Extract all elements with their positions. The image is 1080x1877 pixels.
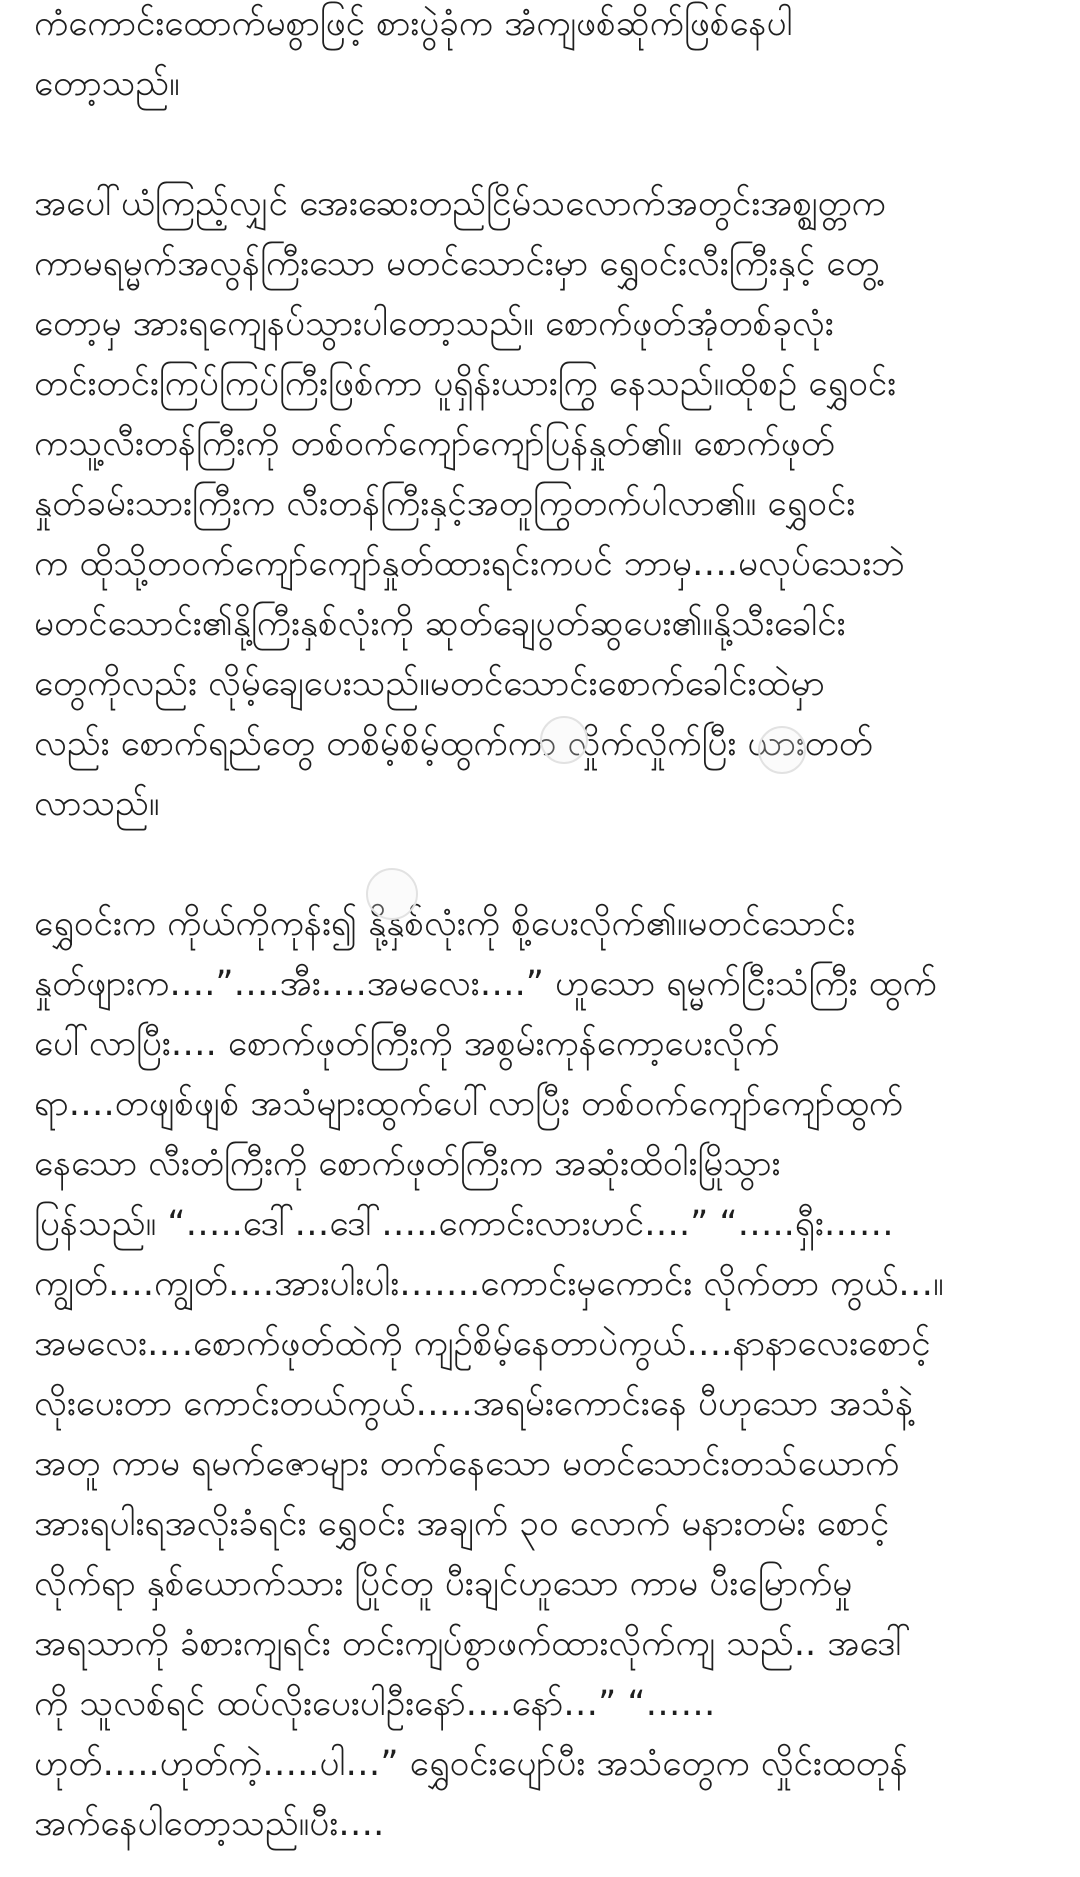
touch-indicator-3 <box>366 868 418 920</box>
paragraph-1: ကံကောင်းထောက်မစွာဖြင့် စားပွဲခုံက အံကျဖစ်ဆိုက်ဖြစ်နေပါ တော့သည်။ <box>34 4 793 104</box>
paragraph-3: ရွှေဝင်းက ကိုယ်ကိုကုန်း၍ နို့နှစ်လုံးကို စို့ပေးလိုက်၏။မတင်သောင်း နှုတ်ဖျားက….”….အီး….အမလေး….” ဟူသော ရမ္မက်ငြီးသံကြီး ထွက် ပေါ်လာပြီး…. စောက်ဖုတ်ကြီးကို အစွမ်းကုန်ကော့ပေးလိုက် ရာ….တဖျစ်ဖျစ် အသံများထွက်ပေါ်လာပြီး တစ်ဝက်ကျော်ကျော်ထွက် နေသော လီးတံကြီးကို စောက်ဖုတ်ကြီးက အဆုံးထိဝါးမြိုသွား ပြန်သည်။ “…..ဒေါ်…ဒေါ်…..ကောင်းလားဟင်….” “…..ရှီး…… ကျွတ်….ကျွတ်….အားပါးပါး…….ကောင်းမှကောင်း လိုက်တာ ကွယ်…။ အမလေး….စောက်ဖုတ်ထဲကို ကျဉ်စိမ့်နေတာပဲကွယ်….နာနာလေးစောင့် လိုးပေးတာ ကောင်းတယ်ကွယ်…..အရမ်းကောင်းနေ ပီဟုသော အသံနဲ့ အတူ ကာမ ရမက်ဇောများ တက်နေသော မတင်သောင်းတသ်ယောက် အားရပါးရအလိုးခံရင်း ရွှေဝင်း အချက် ၃၀ လောက် မနားတမ်း စောင့် လိုက်ရာ နှစ်ယောက်သား ပြိုင်တူ ပီးချင်ဟူသော ကာမ ပီးမြောက်မှု အရသာကို ခံစားကျရင်း တင်းကျပ်စွာဖက်ထားလိုက်ကျ သည်.. အဒေါ် ကို သူလစ်ရင် ထပ်လိုးပေးပါဦးနော်….နော်…” “…… ဟုတ်…..ဟုတ်ကဲ့…..ပါ…” ရွှေဝင်းပျော်ပီး အသံတွေက လှိုင်းထတုန် အက်နေပါတော့သည်။ပီး…. <box>34 904 944 1844</box>
article-body <box>34 0 1054 1854</box>
paragraph-2: အပေါ်ယံကြည့်လျှင် အေးဆေးတည်ငြိမ်သလောက်အတွင်းအစ္ဈတ္တက ကာမရမ္မက်အလွန်ကြီးသော မတင်သောင်းမှာ ရွှေဝင်းလီးကြီးနှင့် တွေ့ တော့မှ အားရကျေနပ်သွားပါတော့သည်။ စောက်ဖုတ်အုံတစ်ခုလုံး တင်းတင်းကြပ်ကြပ်ကြီးဖြစ်ကာ ပူရှိန်းယားကြွ နေသည်။ထိုစဉ် ရွှေဝင်း ကသူ့လီးတန်ကြီးကို တစ်ဝက်ကျော်ကျော်ပြန်နှုတ်၏။ စောက်ဖုတ် နှုတ်ခမ်းသားကြီးက လီးတန်ကြီးနှင့်အတူကြွတက်ပါလာ၏။ ရွှေဝင်း က ထိုသို့တဝက်ကျော်ကျော်နှုတ်ထားရင်းကပင် ဘာမှ….မလုပ်သေးဘဲ မတင်သောင်း၏နို့ကြီးနှစ်လုံးကို ဆုတ်ချေပွတ်ဆွပေး၏။နို့သီးခေါင်း တွေကိုလည်း လိုမ့်ချေပေးသည်။မတင်သောင်းစောက်ခေါင်းထဲမှာ လည်း စောက်ရည်တွေ တစိမ့်စိမ့်ထွက်ကာ လှိုက်လှိုက်ပြီး ယားတတ် လာသည်။ <box>34 184 905 824</box>
touch-indicator-1 <box>540 716 588 764</box>
touch-indicator-2 <box>758 726 806 774</box>
